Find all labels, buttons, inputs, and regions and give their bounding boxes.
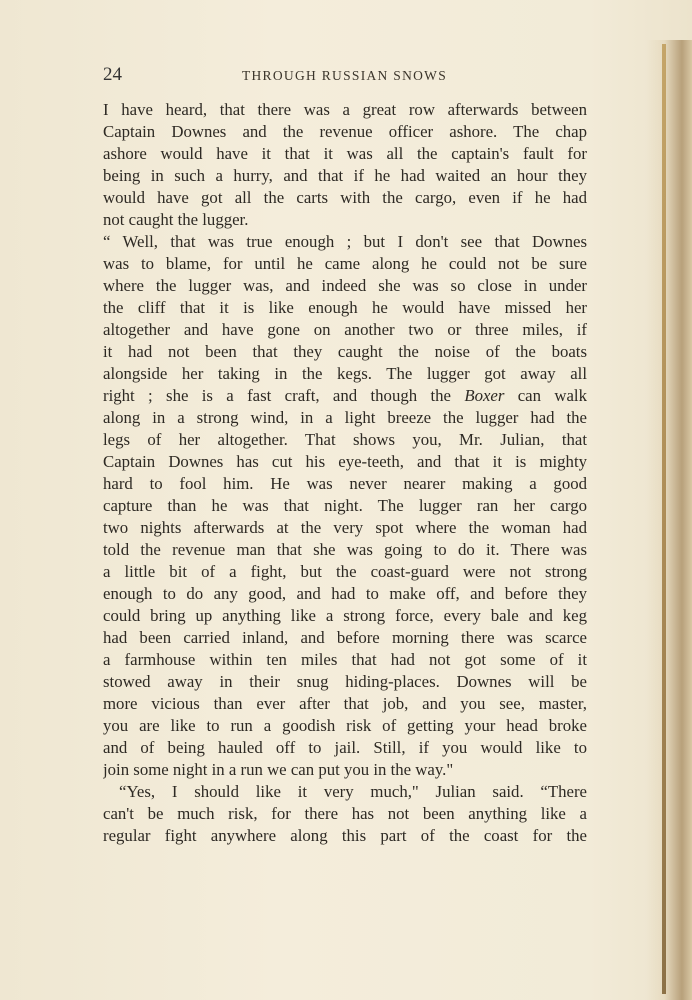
text-line: alongside her taking in the kegs. The lugger got away all — [103, 364, 587, 383]
text-line: and of being hauled off to jail. Still, if you would like to — [103, 738, 587, 757]
text-line: can't be much risk, for there has not been anything like a — [103, 804, 587, 823]
page-edge-shadow — [646, 40, 692, 1000]
page-binding-edge — [662, 44, 666, 994]
text-segment: right ; she is a fast craft, and though the — [103, 386, 465, 405]
text-line: the cliff that it is like enough he would have missed her — [103, 298, 587, 317]
text-line: Captain Downes has cut his eye-teeth, and that it is mighty — [103, 452, 587, 471]
text-line: a farmhouse within ten miles that had not got some of it — [103, 650, 587, 669]
page-number: 24 — [103, 64, 122, 85]
text-line: ashore would have it that it was all the captain's fault for — [103, 144, 587, 163]
running-title: THROUGH RUSSIAN SNOWS — [241, 68, 448, 83]
body-text — [103, 99, 587, 847]
text-line: a little bit of a fight, but the coast-guard were not strong — [103, 562, 587, 581]
page-header — [103, 64, 586, 86]
text-line: more vicious than ever after that job, and you see, master, — [103, 694, 587, 713]
text-line: where the lugger was, and indeed she was so close in under — [103, 276, 587, 295]
text-segment: can walk — [504, 386, 587, 405]
text-line: hard to fool him. He was never nearer making a good — [103, 474, 587, 493]
italic-ship-name: Boxer — [464, 386, 505, 405]
text-line: could bring up anything like a strong force, every bale and keg — [103, 606, 587, 625]
text-line: “ Well, that was true enough ; but I don't see that Downes — [103, 232, 587, 251]
text-line: altogether and have gone on another two or three miles, if — [103, 320, 587, 339]
text-line: was to blame, for until he came along he could not be sure — [103, 254, 587, 273]
text-line: told the revenue man that she was going to do it. There was — [103, 540, 587, 559]
text-line: being in such a hurry, and that if he had waited an hour they — [103, 166, 587, 185]
text-line: Captain Downes and the revenue officer ashore. The chap — [103, 122, 587, 141]
text-line: regular fight anywhere along this part of the coast for the — [103, 826, 587, 845]
text-line: it had not been that they caught the noise of the boats — [103, 342, 587, 361]
text-line: join some night in a run we can put you in the way." — [103, 760, 454, 779]
text-line: enough to do any good, and had to make off, and before they — [103, 584, 587, 603]
text-line-with-italic — [103, 385, 587, 407]
text-line: stowed away in their snug hiding-places. Downes will be — [103, 672, 587, 691]
text-line: two nights afterwards at the very spot where the woman had — [103, 518, 587, 537]
text-line: had been carried inland, and before morning there was scarce — [103, 628, 587, 647]
text-line: I have heard, that there was a great row afterwards between — [103, 100, 587, 119]
text-line: legs of her altogether. That shows you, Mr. Julian, that — [103, 430, 587, 449]
text-line: would have got all the carts with the cargo, even if he had — [103, 188, 587, 207]
text-line: “Yes, I should like it very much," Julian said. “There — [119, 782, 587, 801]
text-line: along in a strong wind, in a light breeze the lugger had the — [103, 408, 587, 427]
text-line: capture than he was that night. The lugger ran her cargo — [103, 496, 587, 515]
text-line: you are like to run a goodish risk of getting your head broke — [103, 716, 587, 735]
text-line: not caught the lugger. — [103, 210, 249, 229]
